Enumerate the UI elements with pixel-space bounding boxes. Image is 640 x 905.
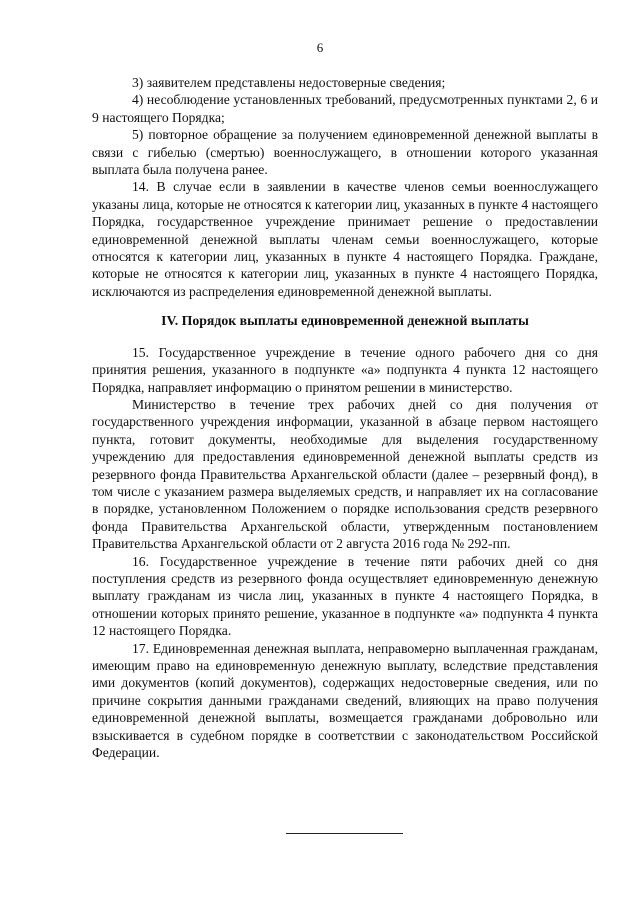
paragraph: 14. В случае если в заявлении в качестве членов семьи военнослужащего указаны лица, которые не относятся к категории лиц, указанных в пункте 4 настоящего Порядка, государственное учреждение принимает решение о предоставлении единовременной денежной выплаты членам семьи военнослужащего, которые относятся к категории лиц, указанных в пункте 4 настоящего Порядка. Граждане, которые не относятся к категории лиц, указанных в пункте 4 настоящего Порядка, исключаются из распределения единовременной денежной выплаты.	[92, 179, 598, 299]
document-body	[92, 74, 598, 761]
list-item: 4) несоблюдение установленных требований, предусмотренных пунктами 2, 6 и 9 настоящего Порядка;	[92, 92, 598, 125]
list-item: 3) заявителем представлены недостоверные сведения;	[132, 75, 446, 90]
section-heading: IV. Порядок выплаты единовременной денежной выплаты	[161, 313, 529, 329]
page-number: 6	[316, 40, 324, 55]
paragraph: 16. Государственное учреждение в течение пяти рабочих дней со дня поступления средств из резервного фонда осуществляет единовременную денежную выплату гражданам из числа лиц, указанных в пункте 4 настоящего Порядка, в отношении которых принято решение, указанное в подпункте «а» подпункта 4 пункта 12 настоящего Порядка.	[92, 553, 598, 639]
list-item: 5) повторное обращение за получением единовременной денежной выплаты в связи с гибелью (смертью) военнослужащего, в отношении которого указанная выплата была получена ранее.	[92, 127, 598, 178]
paragraph: Министерство в течение трех рабочих дней со дня получения от государственного учреждения информации, указанной в абзаце первом настоящего пункта, готовит документы, необходимые для выделения государственному учреждению для предоставления единовременной денежной выплаты средств из резервного фонда Правительства Архангельской области (далее – резервный фонд), в том числе с указанием размера выделяемых средств, и направляет их на согласование в порядке, установленном Положением о порядке использования средств резервного фонда Правительства Архангельской области, утвержденным постановлением Правительства Архангельской области от 2 августа 2016 года № 292-пп.	[92, 396, 598, 552]
end-rule-divider	[286, 833, 403, 834]
paragraph: 15. Государственное учреждение в течение одного рабочего дня со дня принятия решения, указанного в подпункте «а» подпункта 4 пункта 12 настоящего Порядка, направляет информацию о принятом решении в министерство.	[92, 344, 598, 395]
paragraph: 17. Единовременная денежная выплата, неправомерно выплаченная гражданам, имеющим право на единовременную денежную выплату, вследствие представления ими документов (копий документов), содержащих недостоверные сведения, или по причине сокрытия данными гражданами сведений, влияющих на право получения единовременной денежной выплаты, возмещается гражданами добровольно или взыскивается в судебном порядке в соответствии с законодательством Российской Федерации.	[92, 640, 598, 761]
